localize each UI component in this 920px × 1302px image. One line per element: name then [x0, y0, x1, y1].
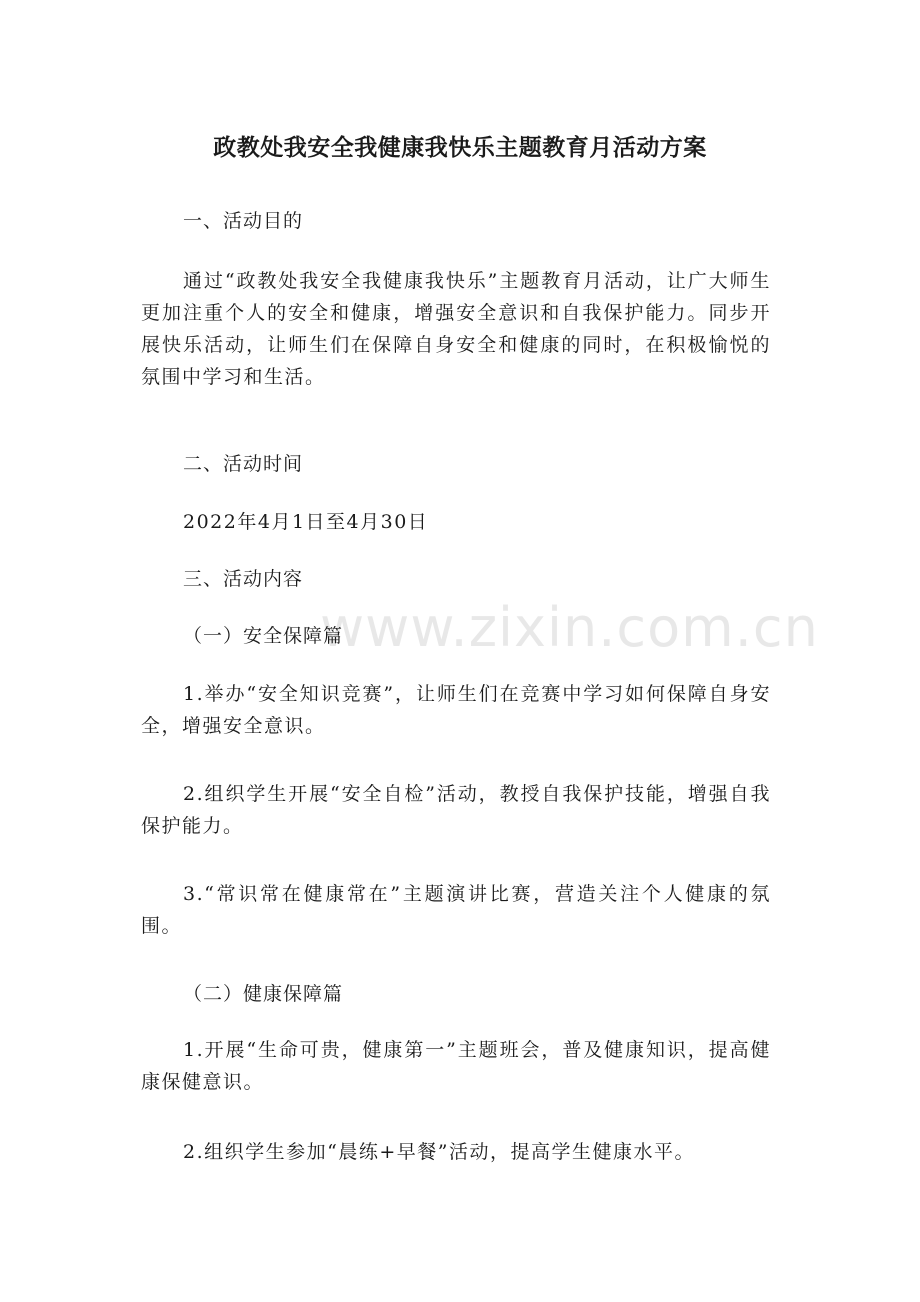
list-item-health-2: 2.组织学生参加“晨练+早餐”活动，提高学生健康水平。 — [183, 1141, 695, 1163]
paragraph-time: 2022年4月1日至4月30日 — [183, 511, 429, 533]
section-heading-time: 二、活动时间 — [183, 453, 304, 475]
list-item-safety-3: 3.“常识常在健康常在”主题演讲比赛，营造关注个人健康的氛围。 — [141, 883, 771, 937]
paragraph-purpose: 通过“政教处我安全我健康我快乐”主题教育月活动，让广大师生更加注重个人的安全和健康，增强安全意识和自我保护能力。同步开展快乐活动，让师生们在保障自身安全和健康的同时，在积极愉悦的氛围中学习和生活。 — [141, 270, 771, 388]
subsection-heading-safety: （一）安全保障篇 — [183, 625, 344, 647]
list-item-health-1: 1.开展“生命可贵，健康第一”主题班会，普及健康知识，提高健康保健意识。 — [141, 1039, 771, 1093]
section-heading-content: 三、活动内容 — [183, 568, 304, 590]
document-title: 政教处我安全我健康我快乐主题教育月活动方案 — [213, 135, 707, 161]
list-item-safety-1: 1.举办“安全知识竞赛”，让师生们在竞赛中学习如何保障自身安全，增强安全意识。 — [141, 683, 771, 737]
section-heading-purpose: 一、活动目的 — [183, 210, 304, 232]
list-item-safety-2: 2.组织学生开展“安全自检”活动，教授自我保护技能，增强自我保护能力。 — [141, 783, 771, 837]
watermark: www.zixin.com.cn — [320, 596, 819, 659]
subsection-heading-health: （二）健康保障篇 — [183, 983, 344, 1005]
